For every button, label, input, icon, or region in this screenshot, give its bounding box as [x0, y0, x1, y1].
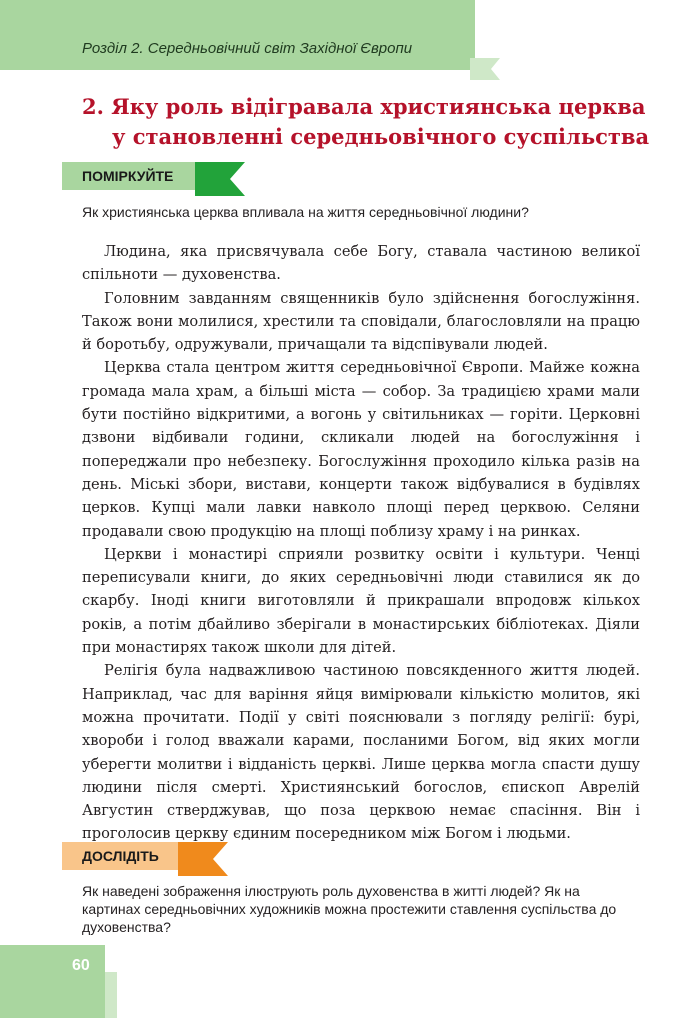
explore-badge-flag-icon [178, 842, 228, 876]
section-title-line-1: 2. Яку роль відігравала християнська церква [82, 94, 646, 119]
footer-band [0, 945, 105, 1018]
paragraph: Головним завданням священників було здійснення богослужіння. Також вони молилися, хрестили та сповідали, благословляли на працю й боротьбу, одружували, причащали та відспівували людей. [82, 289, 640, 354]
chapter-header-band [0, 0, 475, 70]
explore-badge: ДОСЛІДІТЬ [62, 842, 197, 870]
think-badge: ПОМІРКУЙТЕ [62, 162, 212, 190]
think-badge-flag-icon [195, 162, 245, 196]
header-flag-decoration [470, 58, 500, 80]
paragraph: Релігія була надважливою частиною повсякденного життя людей. Наприклад, час для варіння яйця вимірювали кількістю молитов, які можна прочитати. Події у світі пояснювали з погляду релігії: бурі, хвороби і голод вважали карами, посланими Богом, від яких могли уберегти молитви і відданість церкві. Лише церква могла спасти душу людини після смерті. Християнський богослов, єпископ Аврелій Августин стверджував, що поза церквою немає спасіння. Він і проголосив церкву єдиним посередником між Богом і людьми. [82, 662, 640, 843]
section-title-line-2: у становленні середньовічного суспільства [112, 124, 650, 149]
think-question: Як християнська церква впливала на життя середньовічної людини? [82, 204, 529, 220]
paragraph: Церква стала центром життя середньовічної Європи. Майже кожна громада мала храм, а більші міста — собор. За традицією храми мали бути постійно відкритими, а вогонь у світильниках — горіти. Церковні дзвони відбивали години, скликали людей на богослужіння і попереджали про небезпеку. Богослужіння проходило кілька разів на день. Міські збори, вистави, концерти також відбувалися в будівлях церков. Купці мали лавки навколо площі перед церквою. Селяни продавали свою продукцію на площі поблизу храму і на ринках. [82, 359, 640, 540]
paragraph: Людина, яка присвячувала себе Богу, ставала частиною великої спільноти — духовенства. [82, 243, 640, 284]
explore-question: Як наведені зображення ілюструють роль духовенства в житті людей? Як на картинах середньовічних художників можна простежити ставлення суспільства до духовенства? [82, 883, 617, 935]
body-text [82, 240, 640, 846]
footer-strip-decoration [105, 972, 117, 1018]
page-number: 60 [72, 957, 90, 974]
section-title [82, 92, 662, 152]
chapter-title: Розділ 2. Середньовічний світ Західної Європи [82, 40, 413, 57]
paragraph: Церкви і монастирі сприяли розвитку освіти і культури. Ченці переписували книги, до яких середньовічні люди ставилися як до скарбу. Іноді книги виготовляли й прикрашали впродовж кількох років, а потім дбайливо зберігали в монастирських бібліотеках. Діяли при монастирях також школи для дітей. [82, 545, 640, 657]
